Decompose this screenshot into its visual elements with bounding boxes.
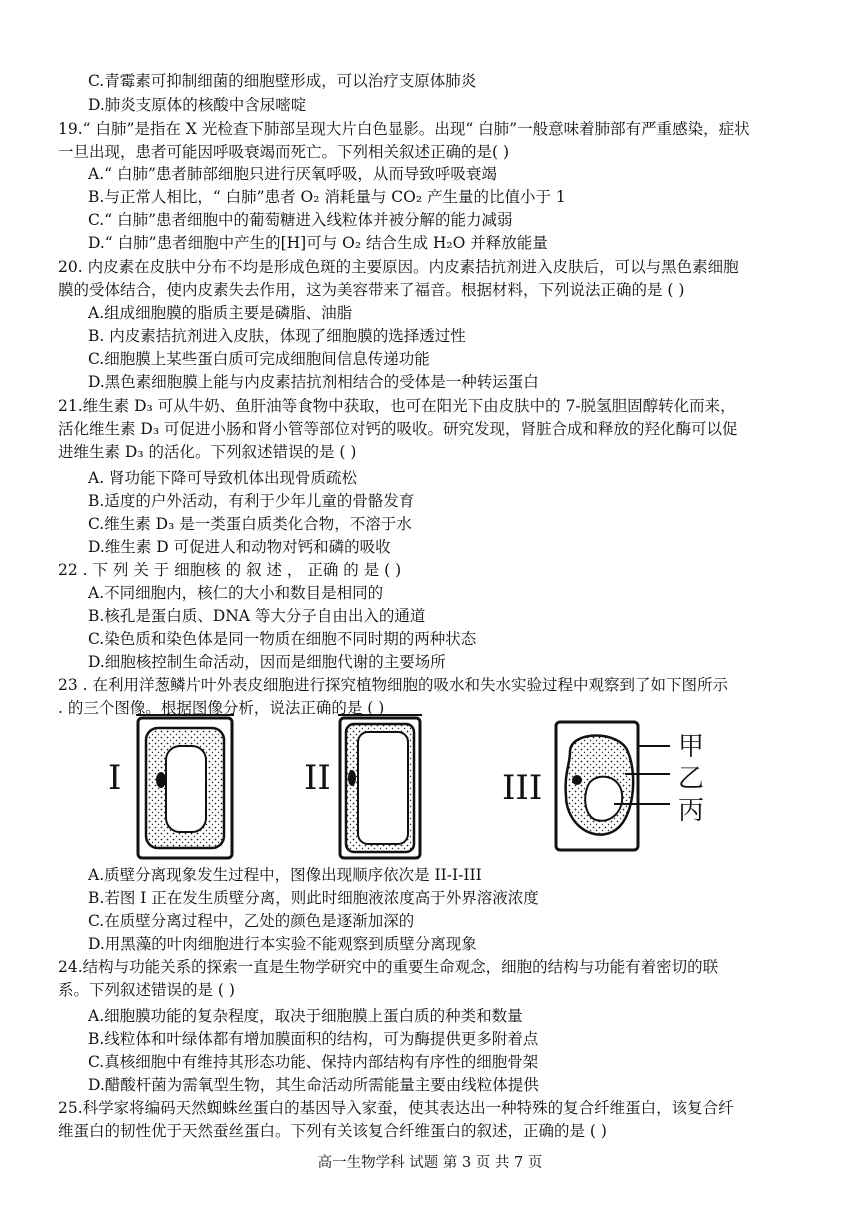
q20-option-a: A.组成细胞膜的脂质主要是磷脂、油脂 (88, 304, 353, 322)
q24-option-c: C.真核细胞中有维持其形态功能、保持内部结构有序性的细胞骨架 (88, 1053, 539, 1071)
cell-drawings (100, 712, 720, 862)
q23-stem-cont: . 的三个图像。根据图像分析，说法正确的是 ( ) (58, 699, 385, 717)
q19-option-d: D.“ 白肺”患者细胞中产生的[H]可与 O₂ 结合生成 H₂O 并释放能量 (88, 234, 548, 252)
q21-stem: 21.维生素 D₃ 可从牛奶、鱼肝油等食物中获取，也可在阳光下由皮肤中的 7-脱氢胆固醇转化而来， (58, 397, 736, 415)
q20-option-d: D.黑色素细胞膜上能与内皮素拮抗剂相结合的受体是一种转运蛋白 (88, 373, 539, 391)
q21-option-c: C.维生素 D₃ 是一类蛋白质类化合物，不溶于水 (88, 515, 412, 533)
q24-stem-cont: 系。下列叙述错误的是 ( ) (58, 981, 235, 999)
q24-option-b: B.线粒体和叶绿体都有增加膜面积的结构，可为酶提供更多附着点 (88, 1030, 539, 1048)
label-yi: 乙 (678, 764, 705, 794)
label-bing: 丙 (678, 796, 705, 826)
figure-label-ii: II (304, 758, 331, 798)
q20-stem-cont: 膜的受体结合，使内皮素失去作用，这为美容带来了福音。根据材料，下列说法正确的是 ( ) (58, 281, 685, 299)
q19-stem: 19.“ 白肺”是指在 X 光检查下肺部呈现大片白色显影。出现“ 白肺”一般意味着肺部有严重感染，症状 (58, 120, 750, 138)
q20-option-b: B. 内皮素拮抗剂进入皮肤，体现了细胞膜的选择透过性 (88, 327, 466, 345)
q24-option-a: A.细胞膜功能的复杂程度，取决于细胞膜上蛋白质的种类和数量 (88, 1007, 523, 1025)
figure-label-i: I (108, 758, 122, 798)
q23-option-b: B.若图 I 正在发生质壁分离，则此时细胞液浓度高于外界溶液浓度 (88, 889, 539, 907)
q20-option-c: C.细胞膜上某些蛋白质可完成细胞间信息传递功能 (88, 350, 430, 368)
q19-option-a: A.“ 白肺”患者肺部细胞只进行厌氧呼吸，从而导致呼吸衰竭 (88, 165, 497, 183)
plasmolysis-figure (100, 712, 720, 862)
q21-option-b: B.适度的户外活动，有利于少年儿童的骨骼发育 (88, 492, 415, 510)
cell-iii (556, 722, 670, 850)
q23-option-d: D.用黑藻的叶肉细胞进行本实验不能观察到质壁分离现象 (88, 935, 477, 953)
q18-option-d: D.肺炎支原体的核酸中含尿嘧啶 (88, 96, 307, 114)
q19-stem-cont: 一旦出现，患者可能因呼吸衰竭而死亡。下列相关叙述正确的是( ) (58, 143, 510, 161)
q21-stem-cont-2: 进维生素 D₃ 的活化。下列叙述错误的是 ( ) (58, 443, 357, 461)
q22-option-b: B.核孔是蛋白质、DNA 等大分子自由出入的通道 (88, 607, 426, 625)
q22-stem: 22 . 下 列 关 于 细胞核 的 叙 述 ， 正确 的 是 ( ) (58, 561, 402, 579)
cell-i (136, 715, 234, 858)
q22-option-a: A.不同细胞内，核仁的大小和数目是相同的 (88, 584, 384, 602)
q19-option-c: C.“ 白肺”患者细胞中的葡萄糖进入线粒体并被分解的能力减弱 (88, 211, 513, 229)
q23-option-c: C.在质壁分离过程中，乙处的颜色是逐渐加深的 (88, 912, 415, 930)
q25-stem: 25.科学家将编码天然蜘蛛丝蛋白的基因导入家蚕，使其表达出一种特殊的复合纤维蛋白，该复合纤 (58, 1099, 734, 1117)
cell-ii (338, 715, 422, 858)
q23-stem: 23 . 在利用洋葱鳞片叶外表皮细胞进行探究植物细胞的吸水和失水实验过程中观察到了如下图所示 (58, 676, 729, 694)
q25-stem-cont: 维蛋白的韧性优于天然蚕丝蛋白。下列有关该复合纤维蛋白的叙述，正确的是 ( ) (58, 1122, 607, 1140)
page-footer: 高一生物学科 试题 第 3 页 共 7 页 (317, 1155, 543, 1171)
q20-stem: 20. 内皮素在皮肤中分布不均是形成色斑的主要原因。内皮素拮抗剂进入皮肤后，可以与黑色素细胞 (58, 258, 739, 276)
figure-label-iii: III (502, 768, 543, 808)
q19-option-b: B.与正常人相比，“ 白肺”患者 O₂ 消耗量与 CO₂ 产生量的比值小于 1 (88, 188, 566, 206)
q24-stem: 24.结构与功能关系的探索一直是生物学研究中的重要生命观念，细胞的结构与功能有着密切的联 (58, 958, 719, 976)
q22-option-d: D.细胞核控制生命活动，因而是细胞代谢的主要场所 (88, 653, 446, 671)
q23-option-a: A.质壁分离现象发生过程中，图像出现顺序依次是 II-I-III (88, 866, 482, 884)
q22-option-c: C.染色质和染色体是同一物质在细胞不同时期的两种状态 (88, 630, 477, 648)
q18-option-c: C.青霉素可抑制细菌的细胞壁形成，可以治疗支原体肺炎 (88, 72, 477, 90)
label-jia: 甲 (678, 732, 705, 762)
q21-option-a: A. 肾功能下降可导致机体出现骨质疏松 (88, 469, 358, 487)
q21-option-d: D.维生素 D 可促进人和动物对钙和磷的吸收 (88, 538, 391, 556)
q21-stem-cont-1: 活化维生素 D₃ 可促进小肠和肾小管等部位对钙的吸收。研究发现，肾脏合成和释放的羟化酶可以促 (58, 420, 738, 438)
q24-option-d: D.醋酸杆菌为需氧型生物，其生命活动所需能量主要由线粒体提供 (88, 1076, 539, 1094)
